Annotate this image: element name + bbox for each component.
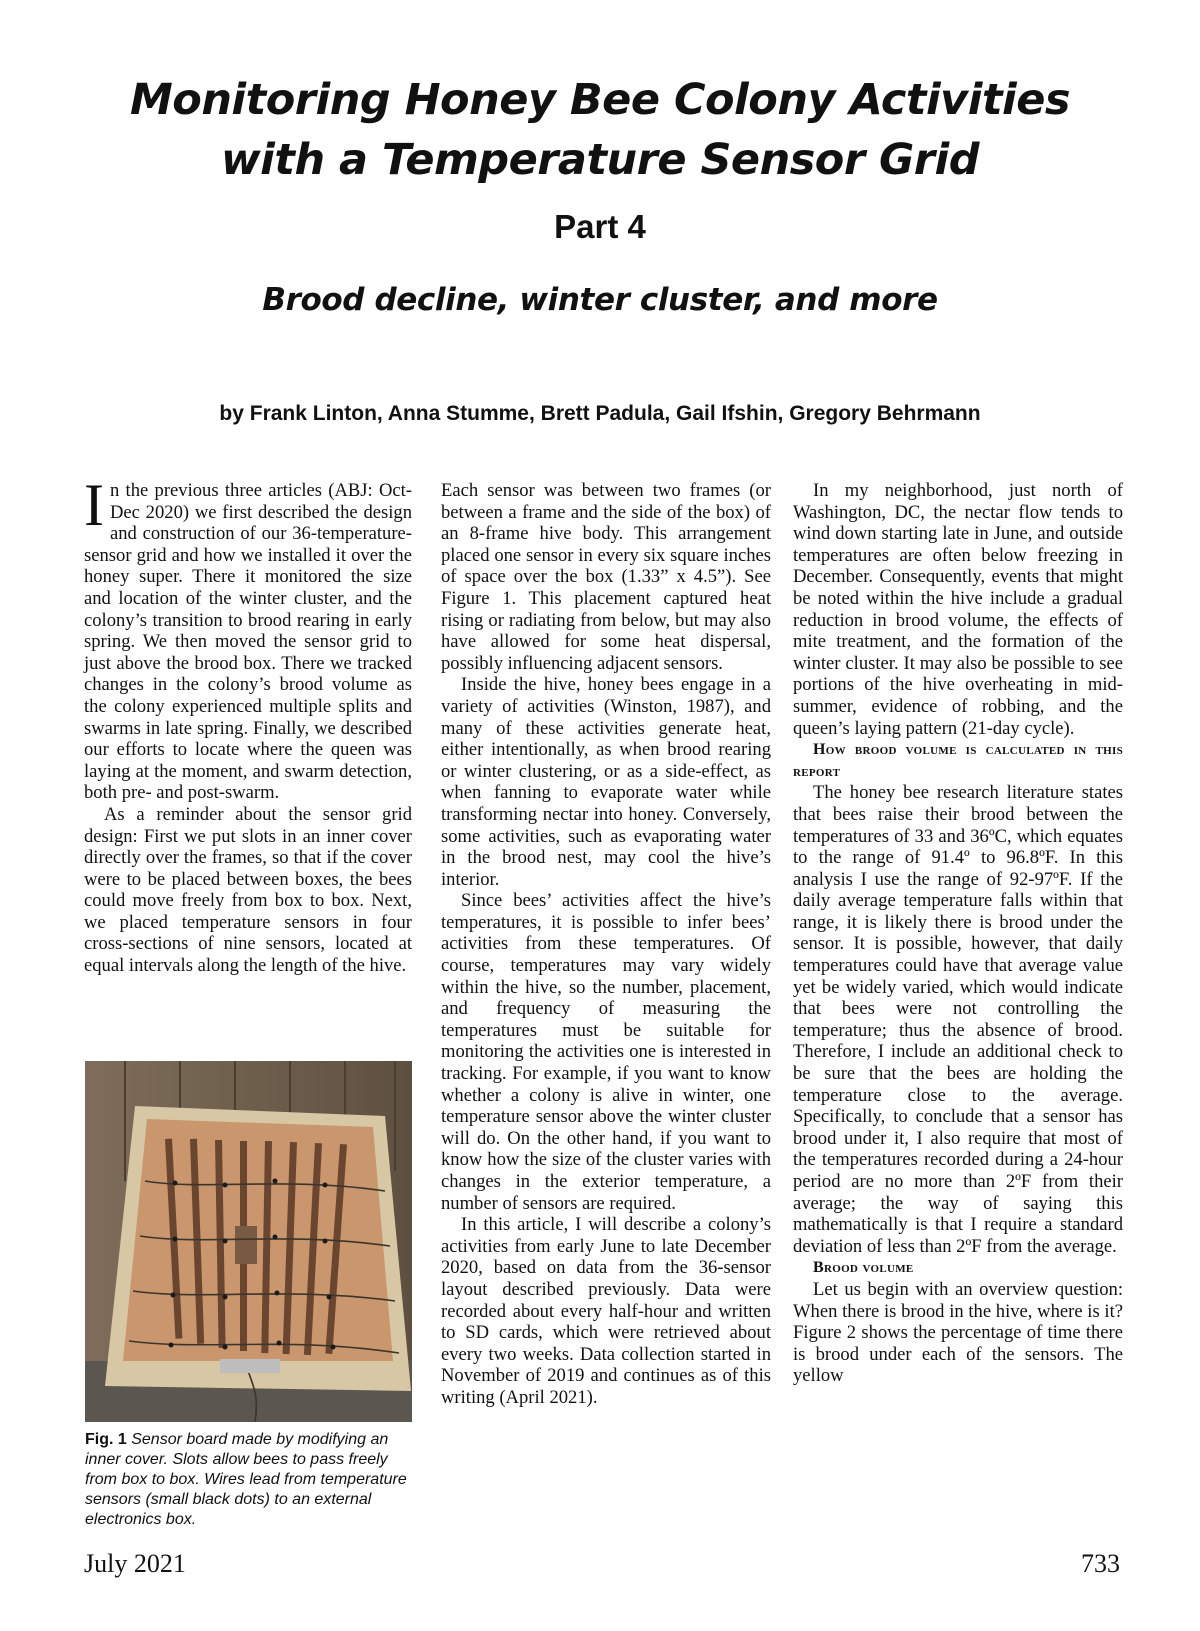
section-heading: How brood volume is calculated in this report (793, 741, 1123, 780)
paragraph: Since bees’ activities affect the hive’s temperatures, it is possible to infer bees’ activities from these temperatures. Of course, temperatures may vary widely within the hive, so the number, placement, and frequency of measuring the temperatures must be suitable for monitoring the activities one is interested in tracking. For example, if you want to know whether a colony is alive in winter, one temperature sensor above the winter cluster will do. On the other hand, if you want to know how the size of the cluster varies with changes in the exterior temperature, a number of sensors are required. (441, 890, 771, 1214)
author-byline: by Frank Linton, Anna Stumme, Brett Padula, Gail Ifshin, Gregory Behrmann (219, 402, 981, 425)
issue-date: July 2021 (84, 1549, 186, 1578)
paragraph: Inside the hive, honey bees engage in a variety of activities (Winston, 1987), and many of these activities generate heat, either intentionally, as when brood rearing or winter clustering, or as a side-effect, as when fanning to evaporate water while transforming nectar into honey. Conversely, some activities, such as evaporating water in the brood nest, may cool the hive’s interior. (441, 674, 771, 890)
figure-label: Fig. 1 (85, 1431, 127, 1448)
paragraph: The honey bee research literature states that bees raise their brood between the temperatures of 33 and 36ºC, which equates to the range of 91.4º to 96.8ºF. In this analysis I use the range of 92-97ºF. If the daily average temperature falls within that range, it is likely there is brood under the sensor. It is possible, however, that daily temperatures could have that average value yet be widely varied, which would indicate that bees were not controlling the temperature; thus the absence of brood. Therefore, I include an additional check to be sure that the bees are holding the temperature close to the average. Specifically, to conclude that a sensor has brood under it, I also require that most of the temperatures recorded during a 24-hour period are no more than 2ºF from their average; the way of saying this mathematically is that I require a standard deviation of less than 2ºF from the average. (793, 782, 1123, 1257)
sensor-board-image (85, 1061, 412, 1422)
article-subtitle: Brood decline, winter cluster, and more (262, 282, 938, 318)
paragraph-text: n the previous three articles (ABJ: Oct-Dec 2020) we first described the design and construction of our 36-temperature-sensor grid and how we installed it over the honey super. There it monitored the size and location of the winter cluster, and the colony’s transition to brood rearing in early spring. We then moved the sensor grid to just above the brood box. There we tracked changes in the colony’s brood volume as the colony experienced multiple splits and swarms in late spring. Finally, we described our efforts to locate where the queen was laying at the moment, and swarm detection, both pre- and post-swarm. (84, 480, 412, 804)
figure-caption-text: Sensor board made by modifying an inner cover. Slots allow bees to pass freely from box to box. Wires lead from temperature sensors (small black dots) to an external electronics box. (85, 1431, 407, 1528)
column-1 (84, 472, 412, 977)
column-2 (441, 480, 771, 1409)
paragraph: As a reminder about the sensor grid design: First we put slots in an inner cover directly over the frames, so that if the cover were to be placed between boxes, the bees could move freely from box to box. Next, we placed temperature sensors in four cross-sections of nine sensors, located at equal intervals along the length of the hive. (84, 803, 412, 977)
part-label: Part 4 (554, 208, 646, 245)
paragraph: Let us begin with an overview question: When there is brood in the hive, where is it? Figure 2 shows the percentage of time there is brood under each of the sensors. The yellow (793, 1278, 1123, 1387)
paragraph (84, 472, 412, 804)
drop-cap: I (84, 472, 104, 538)
figure-caption (85, 1430, 415, 1530)
article-title-line-1: Monitoring Honey Bee Colony Activities (129, 75, 1071, 125)
page-number: 733 (1081, 1549, 1120, 1578)
sensor-board-photo (85, 1061, 412, 1422)
section-heading: Brood volume (813, 1259, 914, 1277)
paragraph: In my neighborhood, just north of Washington, DC, the nectar flow tends to wind down starting late in June, and outside temperatures are often below freezing in December. Consequently, events that might be noted within the hive include a gradual reduction in brood volume, the effects of mite treatment, and the formation of the winter cluster. It may also be possible to see portions of the hive overheating in mid-summer, evidence of robbing, and the queen’s laying pattern (21-day cycle). (793, 480, 1123, 739)
paragraph: In this article, I will describe a colony’s activities from early June to late December 2020, based on data from the 36-sensor layout described previously. Data were recorded about every half-hour and written to SD cards, which were retrieved about every two weeks. Data collection started in November of 2019 and continues as of this writing (April 2021). (441, 1214, 771, 1408)
paragraph: Each sensor was between two frames (or between a frame and the side of the box) of an 8-frame hive body. This arrangement placed one sensor in every six square inches of space over the box (1.33” x 4.5”). See Figure 1. This placement captured heat rising or radiating from below, but may also have allowed for some heat dispersal, possibly influencing adjacent sensors. (441, 480, 771, 674)
article-title-line-2: with a Temperature Sensor Grid (220, 135, 980, 185)
column-3 (793, 480, 1123, 1387)
